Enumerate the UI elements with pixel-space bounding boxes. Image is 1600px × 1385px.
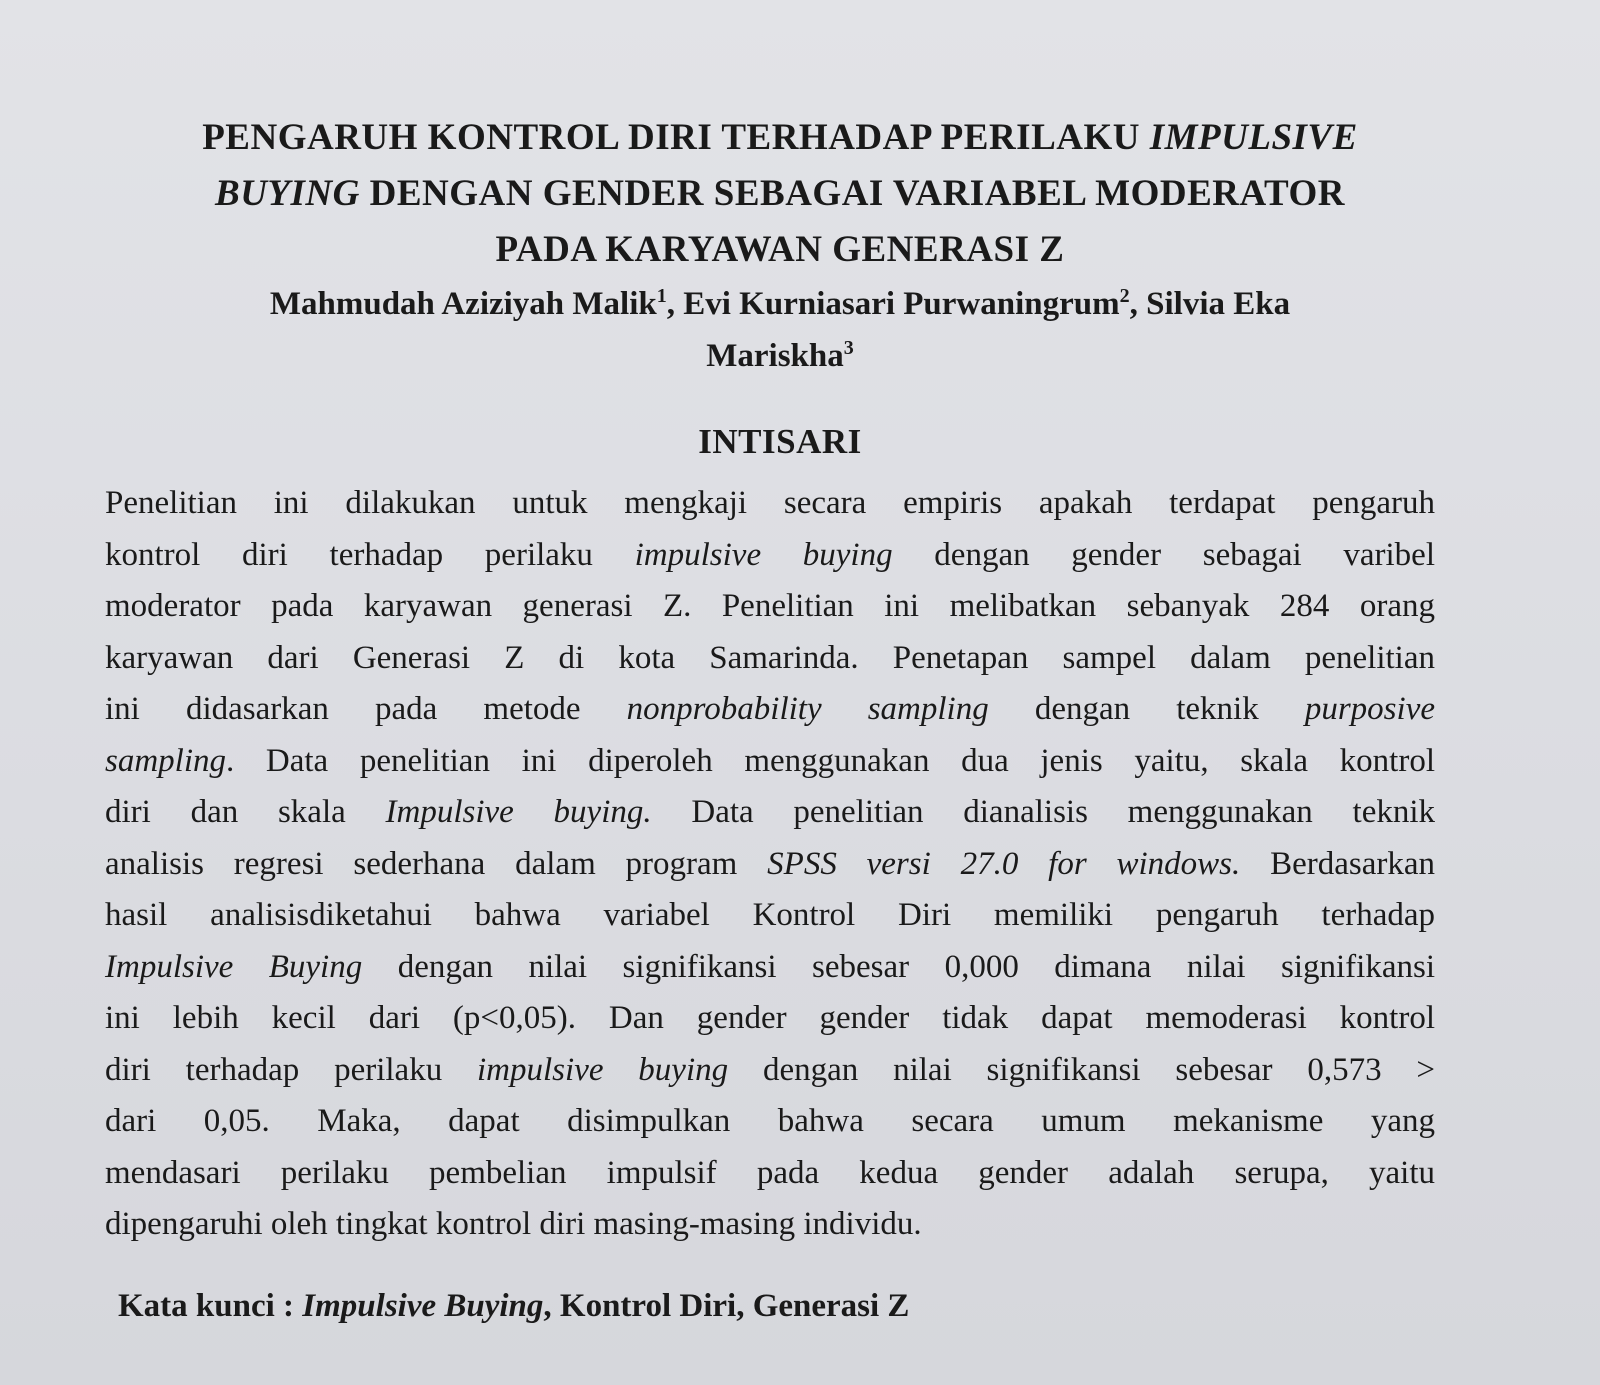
abstract-text: dengan nilai signifikansi sebesar 0,000 dimana nilai signifikansi: [362, 948, 1435, 985]
author-3-first: , Silvia Eka: [1129, 286, 1291, 322]
abstract-heading: INTISARI: [698, 422, 862, 461]
abstract-italic-term: impulsive buying: [634, 536, 893, 573]
abstract-line: [105, 1148, 1435, 1200]
paper-title: [140, 110, 1420, 278]
title-line-2: [140, 166, 1420, 222]
author-1-affiliation: 1: [656, 285, 667, 307]
title-line-1: [140, 110, 1420, 166]
abstract-italic-term: sampling: [105, 742, 227, 779]
title-line-1-text: PENGARUH KONTROL DIRI TERHADAP PERILAKU: [202, 117, 1150, 158]
abstract-text: dengan nilai signifikansi sebesar 0,573 >: [728, 1051, 1435, 1088]
abstract-italic-term: purposive: [1304, 691, 1435, 727]
abstract-body: [105, 478, 1435, 1251]
abstract-line: [105, 684, 1435, 736]
abstract-text: dengan gender sebagai varibel: [892, 536, 1436, 573]
abstract-line: [105, 581, 1435, 633]
title-line-3: PADA KARYAWAN GENERASI Z: [495, 229, 1065, 270]
abstract-line: [105, 633, 1435, 685]
abstract-line: [105, 839, 1435, 891]
keyword-1: Impulsive Buying: [302, 1288, 544, 1324]
abstract-line: [105, 1045, 1435, 1097]
keywords: [118, 1288, 909, 1325]
abstract-text: hasil analisisdiketahui bahwa variabel Kontrol Diri memiliki pengaruh terhadap: [105, 897, 1435, 933]
abstract-italic-term: nonprobability sampling: [626, 691, 989, 727]
author-2-affiliation: 2: [1119, 285, 1130, 307]
abstract-text: karyawan dari Generasi Z di kota Samarinda. Penetapan sampel dalam penelitian: [105, 639, 1435, 676]
abstract-text: mendasari perilaku pembelian impulsif pada kedua gender adalah serupa, yaitu: [105, 1154, 1435, 1191]
abstract-text: kontrol diri terhadap perilaku: [105, 536, 635, 573]
author-3-affiliation: 3: [843, 337, 854, 359]
author-3-last: Mariskha: [706, 338, 844, 374]
abstract-line: [105, 478, 1435, 530]
abstract-text: ini didasarkan pada metode: [105, 691, 627, 727]
abstract-italic-term: Impulsive buying.: [385, 794, 652, 830]
abstract-line: [105, 736, 1435, 788]
abstract-text: Data penelitian dianalisis menggunakan teknik: [651, 794, 1436, 830]
title-line-2-italic: BUYING: [215, 173, 360, 214]
abstract-text: ini lebih kecil dari (p<0,05). Dan gender gender tidak dapat memoderasi kontrol: [105, 1000, 1435, 1036]
abstract-text: diri terhadap perilaku: [105, 1051, 478, 1088]
abstract-text: Berdasarkan: [1240, 845, 1435, 882]
abstract-italic-term: impulsive buying: [477, 1051, 729, 1088]
title-line-2-text: DENGAN GENDER SEBAGAI VARIABEL MODERATOR: [359, 173, 1345, 214]
abstract-line: [105, 1199, 1435, 1251]
abstract-text: diri dan skala: [105, 794, 386, 830]
abstract-line: [105, 1096, 1435, 1148]
abstract-italic-term: SPSS versi 27.0 for windows.: [767, 845, 1241, 882]
abstract-line: [105, 530, 1435, 582]
author-1: Mahmudah Aziziyah Malik: [269, 286, 657, 322]
abstract-text: dipengaruhi oleh tingkat kontrol diri masing-masing individu.: [105, 1206, 922, 1242]
abstract-text: analisis regresi sederhana dalam program: [105, 845, 768, 882]
abstract-line: [105, 890, 1435, 942]
author-2: , Evi Kurniasari Purwaningrum: [666, 286, 1120, 322]
author-list: [130, 278, 1430, 382]
title-line-1-italic: IMPULSIVE: [1149, 117, 1358, 158]
abstract-italic-term: Impulsive Buying: [105, 948, 363, 985]
abstract-line: [105, 993, 1435, 1045]
abstract-text: moderator pada karyawan generasi Z. Penelitian ini melibatkan sebanyak 284 orang: [105, 588, 1435, 624]
abstract-text: Penelitian ini dilakukan untuk mengkaji secara empiris apakah terdapat pengaruh: [105, 485, 1435, 521]
abstract-text: dengan teknik: [988, 691, 1305, 727]
abstract-line: [105, 942, 1435, 994]
keywords-label: Kata kunci :: [118, 1288, 303, 1324]
abstract-text: . Data penelitian ini diperoleh menggunakan dua jenis yaitu, skala kontrol: [226, 742, 1435, 779]
abstract-line: [105, 787, 1435, 839]
abstract-text: dari 0,05. Maka, dapat disimpulkan bahwa secara umum mekanisme yang: [105, 1103, 1435, 1139]
keywords-rest: , Kontrol Diri, Generasi Z: [543, 1288, 910, 1324]
